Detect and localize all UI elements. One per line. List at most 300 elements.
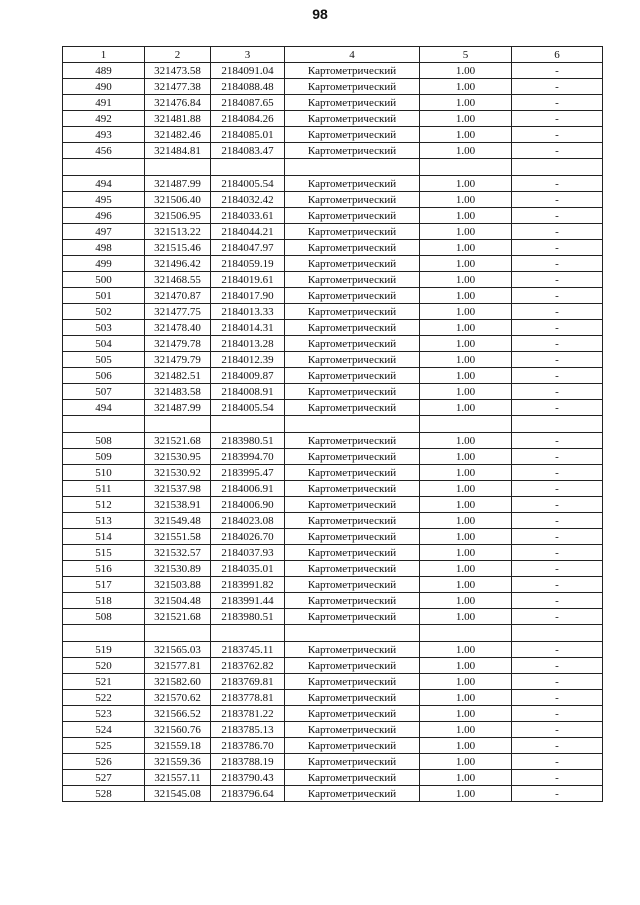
y-coordinate-cell: 2183796.64 <box>211 786 285 802</box>
method-cell: Картометрический <box>285 465 420 481</box>
method-cell: Картометрический <box>285 577 420 593</box>
page-number: 98 <box>312 6 328 22</box>
note-cell: - <box>512 465 603 481</box>
accuracy-cell: 1.00 <box>420 642 512 658</box>
note-cell: - <box>512 127 603 143</box>
column-header: 2 <box>145 47 211 63</box>
note-cell: - <box>512 738 603 754</box>
accuracy-cell: 1.00 <box>420 465 512 481</box>
table-row <box>63 754 603 770</box>
method-cell: Картометрический <box>285 368 420 384</box>
note-cell: - <box>512 449 603 465</box>
y-coordinate-cell: 2184033.61 <box>211 208 285 224</box>
y-coordinate-cell: 2184006.91 <box>211 481 285 497</box>
method-cell: Картометрический <box>285 143 420 159</box>
note-cell: - <box>512 722 603 738</box>
accuracy-cell: 1.00 <box>420 143 512 159</box>
x-coordinate-cell: 321483.58 <box>145 384 211 400</box>
method-cell: Картометрический <box>285 79 420 95</box>
note-cell: - <box>512 336 603 352</box>
accuracy-cell: 1.00 <box>420 79 512 95</box>
table-row <box>63 95 603 111</box>
method-cell: Картометрический <box>285 545 420 561</box>
accuracy-cell: 1.00 <box>420 63 512 79</box>
point-number-cell: 512 <box>63 497 145 513</box>
x-coordinate-cell: 321496.42 <box>145 256 211 272</box>
method-cell <box>285 416 420 433</box>
note-cell: - <box>512 545 603 561</box>
accuracy-cell: 1.00 <box>420 658 512 674</box>
method-cell: Картометрический <box>285 224 420 240</box>
note-cell: - <box>512 288 603 304</box>
x-coordinate-cell: 321559.36 <box>145 754 211 770</box>
y-coordinate-cell <box>211 159 285 176</box>
y-coordinate-cell: 2183778.81 <box>211 690 285 706</box>
x-coordinate-cell: 321481.88 <box>145 111 211 127</box>
note-cell: - <box>512 352 603 368</box>
point-number-cell: 456 <box>63 143 145 159</box>
point-number-cell: 492 <box>63 111 145 127</box>
method-cell: Картометрический <box>285 722 420 738</box>
accuracy-cell: 1.00 <box>420 449 512 465</box>
y-coordinate-cell: 2184088.48 <box>211 79 285 95</box>
point-number-cell: 491 <box>63 95 145 111</box>
x-coordinate-cell: 321560.76 <box>145 722 211 738</box>
note-cell: - <box>512 658 603 674</box>
point-number-cell: 495 <box>63 192 145 208</box>
table-row <box>63 449 603 465</box>
table-row <box>63 770 603 786</box>
method-cell: Картометрический <box>285 63 420 79</box>
accuracy-cell: 1.00 <box>420 706 512 722</box>
accuracy-cell: 1.00 <box>420 738 512 754</box>
note-cell: - <box>512 192 603 208</box>
x-coordinate-cell: 321530.95 <box>145 449 211 465</box>
accuracy-cell: 1.00 <box>420 192 512 208</box>
table-row <box>63 143 603 159</box>
x-coordinate-cell: 321577.81 <box>145 658 211 674</box>
point-number-cell: 494 <box>63 176 145 192</box>
x-coordinate-cell <box>145 159 211 176</box>
x-coordinate-cell: 321537.98 <box>145 481 211 497</box>
point-number-cell: 518 <box>63 593 145 609</box>
y-coordinate-cell: 2184035.01 <box>211 561 285 577</box>
y-coordinate-cell: 2184044.21 <box>211 224 285 240</box>
y-coordinate-cell: 2183745.11 <box>211 642 285 658</box>
x-coordinate-cell: 321530.89 <box>145 561 211 577</box>
method-cell: Картометрический <box>285 497 420 513</box>
accuracy-cell: 1.00 <box>420 593 512 609</box>
table-row <box>63 224 603 240</box>
table-row <box>63 416 603 433</box>
accuracy-cell: 1.00 <box>420 400 512 416</box>
method-cell: Картометрический <box>285 400 420 416</box>
note-cell: - <box>512 529 603 545</box>
method-cell: Картометрический <box>285 240 420 256</box>
point-number-cell: 494 <box>63 400 145 416</box>
y-coordinate-cell: 2183980.51 <box>211 609 285 625</box>
x-coordinate-cell: 321538.91 <box>145 497 211 513</box>
y-coordinate-cell: 2184012.39 <box>211 352 285 368</box>
method-cell: Картометрический <box>285 786 420 802</box>
x-coordinate-cell: 321506.95 <box>145 208 211 224</box>
x-coordinate-cell: 321530.92 <box>145 465 211 481</box>
note-cell: - <box>512 304 603 320</box>
accuracy-cell: 1.00 <box>420 481 512 497</box>
table-row <box>63 208 603 224</box>
note-cell: - <box>512 561 603 577</box>
x-coordinate-cell: 321565.03 <box>145 642 211 658</box>
table-body <box>63 63 603 802</box>
table-row <box>63 304 603 320</box>
y-coordinate-cell: 2184032.42 <box>211 192 285 208</box>
method-cell: Картометрический <box>285 449 420 465</box>
y-coordinate-cell: 2184059.19 <box>211 256 285 272</box>
y-coordinate-cell: 2183980.51 <box>211 433 285 449</box>
table-row <box>63 722 603 738</box>
x-coordinate-cell: 321478.40 <box>145 320 211 336</box>
note-cell: - <box>512 176 603 192</box>
method-cell: Картометрический <box>285 304 420 320</box>
y-coordinate-cell: 2184085.01 <box>211 127 285 143</box>
x-coordinate-cell <box>145 416 211 433</box>
y-coordinate-cell: 2184047.97 <box>211 240 285 256</box>
note-cell: - <box>512 642 603 658</box>
x-coordinate-cell: 321521.68 <box>145 609 211 625</box>
y-coordinate-cell: 2183790.43 <box>211 770 285 786</box>
point-number-cell <box>63 416 145 433</box>
y-coordinate-cell: 2183994.70 <box>211 449 285 465</box>
table-row <box>63 465 603 481</box>
accuracy-cell <box>420 159 512 176</box>
accuracy-cell: 1.00 <box>420 754 512 770</box>
point-number-cell: 489 <box>63 63 145 79</box>
method-cell: Картометрический <box>285 738 420 754</box>
table-row <box>63 593 603 609</box>
x-coordinate-cell: 321582.60 <box>145 674 211 690</box>
method-cell <box>285 625 420 642</box>
table-row <box>63 545 603 561</box>
table-row <box>63 738 603 754</box>
y-coordinate-cell: 2183785.13 <box>211 722 285 738</box>
y-coordinate-cell: 2184008.91 <box>211 384 285 400</box>
table-row <box>63 192 603 208</box>
accuracy-cell: 1.00 <box>420 577 512 593</box>
table-row <box>63 240 603 256</box>
accuracy-cell: 1.00 <box>420 513 512 529</box>
x-coordinate-cell: 321477.75 <box>145 304 211 320</box>
note-cell: - <box>512 577 603 593</box>
y-coordinate-cell: 2184023.08 <box>211 513 285 529</box>
table-row <box>63 786 603 802</box>
point-number-cell: 497 <box>63 224 145 240</box>
accuracy-cell: 1.00 <box>420 336 512 352</box>
column-header: 6 <box>512 47 603 63</box>
method-cell: Картометрический <box>285 513 420 529</box>
accuracy-cell: 1.00 <box>420 95 512 111</box>
x-coordinate-cell: 321482.51 <box>145 368 211 384</box>
x-coordinate-cell: 321532.57 <box>145 545 211 561</box>
point-number-cell: 510 <box>63 465 145 481</box>
table-row <box>63 529 603 545</box>
column-header: 1 <box>63 47 145 63</box>
point-number-cell: 521 <box>63 674 145 690</box>
method-cell: Картометрический <box>285 256 420 272</box>
x-coordinate-cell: 321513.22 <box>145 224 211 240</box>
column-header: 3 <box>211 47 285 63</box>
method-cell: Картометрический <box>285 336 420 352</box>
method-cell: Картометрический <box>285 770 420 786</box>
note-cell: - <box>512 95 603 111</box>
y-coordinate-cell: 2184009.87 <box>211 368 285 384</box>
table-row <box>63 433 603 449</box>
y-coordinate-cell: 2184006.90 <box>211 497 285 513</box>
column-header: 4 <box>285 47 420 63</box>
note-cell: - <box>512 63 603 79</box>
table-row <box>63 159 603 176</box>
method-cell: Картометрический <box>285 609 420 625</box>
note-cell: - <box>512 593 603 609</box>
point-number-cell: 526 <box>63 754 145 770</box>
point-number-cell: 500 <box>63 272 145 288</box>
note-cell: - <box>512 320 603 336</box>
note-cell: - <box>512 674 603 690</box>
note-cell: - <box>512 706 603 722</box>
note-cell: - <box>512 240 603 256</box>
note-cell: - <box>512 609 603 625</box>
point-number-cell: 499 <box>63 256 145 272</box>
note-cell: - <box>512 272 603 288</box>
point-number-cell: 508 <box>63 433 145 449</box>
note-cell: - <box>512 400 603 416</box>
y-coordinate-cell: 2183769.81 <box>211 674 285 690</box>
x-coordinate-cell: 321482.46 <box>145 127 211 143</box>
point-number-cell: 515 <box>63 545 145 561</box>
point-number-cell: 506 <box>63 368 145 384</box>
y-coordinate-cell: 2184013.33 <box>211 304 285 320</box>
table-row <box>63 272 603 288</box>
point-number-cell: 507 <box>63 384 145 400</box>
x-coordinate-cell: 321476.84 <box>145 95 211 111</box>
table-row <box>63 658 603 674</box>
table-header-row <box>63 47 603 63</box>
point-number-cell: 517 <box>63 577 145 593</box>
column-header: 5 <box>420 47 512 63</box>
table-row <box>63 79 603 95</box>
y-coordinate-cell: 2183788.19 <box>211 754 285 770</box>
point-number-cell: 493 <box>63 127 145 143</box>
coordinates-table <box>62 46 603 802</box>
y-coordinate-cell: 2184005.54 <box>211 176 285 192</box>
x-coordinate-cell: 321473.58 <box>145 63 211 79</box>
x-coordinate-cell: 321477.38 <box>145 79 211 95</box>
note-cell: - <box>512 770 603 786</box>
note-cell: - <box>512 208 603 224</box>
accuracy-cell <box>420 625 512 642</box>
y-coordinate-cell: 2183991.82 <box>211 577 285 593</box>
method-cell: Картометрический <box>285 658 420 674</box>
table-row <box>63 336 603 352</box>
method-cell: Картометрический <box>285 176 420 192</box>
method-cell: Картометрический <box>285 192 420 208</box>
point-number-cell: 514 <box>63 529 145 545</box>
accuracy-cell: 1.00 <box>420 786 512 802</box>
x-coordinate-cell <box>145 625 211 642</box>
y-coordinate-cell: 2183781.22 <box>211 706 285 722</box>
note-cell: - <box>512 111 603 127</box>
accuracy-cell: 1.00 <box>420 256 512 272</box>
point-number-cell: 524 <box>63 722 145 738</box>
point-number-cell: 525 <box>63 738 145 754</box>
note-cell: - <box>512 143 603 159</box>
point-number-cell: 505 <box>63 352 145 368</box>
accuracy-cell: 1.00 <box>420 304 512 320</box>
table-row <box>63 111 603 127</box>
accuracy-cell: 1.00 <box>420 240 512 256</box>
x-coordinate-cell: 321549.48 <box>145 513 211 529</box>
accuracy-cell: 1.00 <box>420 384 512 400</box>
accuracy-cell: 1.00 <box>420 690 512 706</box>
accuracy-cell: 1.00 <box>420 609 512 625</box>
note-cell: - <box>512 786 603 802</box>
point-number-cell: 527 <box>63 770 145 786</box>
x-coordinate-cell: 321515.46 <box>145 240 211 256</box>
accuracy-cell: 1.00 <box>420 433 512 449</box>
table-row <box>63 256 603 272</box>
point-number-cell: 502 <box>63 304 145 320</box>
note-cell <box>512 625 603 642</box>
method-cell: Картометрический <box>285 561 420 577</box>
table-row <box>63 63 603 79</box>
y-coordinate-cell: 2184005.54 <box>211 400 285 416</box>
table-row <box>63 400 603 416</box>
table-row <box>63 497 603 513</box>
table-row <box>63 320 603 336</box>
method-cell: Картометрический <box>285 481 420 497</box>
method-cell: Картометрический <box>285 95 420 111</box>
point-number-cell <box>63 159 145 176</box>
table-row <box>63 513 603 529</box>
point-number-cell: 519 <box>63 642 145 658</box>
y-coordinate-cell: 2184026.70 <box>211 529 285 545</box>
table-row <box>63 384 603 400</box>
method-cell: Картометрический <box>285 690 420 706</box>
x-coordinate-cell: 321470.87 <box>145 288 211 304</box>
method-cell: Картометрический <box>285 706 420 722</box>
y-coordinate-cell: 2183762.82 <box>211 658 285 674</box>
x-coordinate-cell: 321479.78 <box>145 336 211 352</box>
method-cell: Картометрический <box>285 272 420 288</box>
method-cell: Картометрический <box>285 593 420 609</box>
accuracy-cell: 1.00 <box>420 111 512 127</box>
note-cell: - <box>512 256 603 272</box>
accuracy-cell: 1.00 <box>420 561 512 577</box>
note-cell: - <box>512 754 603 770</box>
accuracy-cell: 1.00 <box>420 722 512 738</box>
point-number-cell: 523 <box>63 706 145 722</box>
x-coordinate-cell: 321504.48 <box>145 593 211 609</box>
note-cell: - <box>512 497 603 513</box>
accuracy-cell: 1.00 <box>420 320 512 336</box>
point-number-cell: 498 <box>63 240 145 256</box>
accuracy-cell: 1.00 <box>420 352 512 368</box>
point-number-cell: 513 <box>63 513 145 529</box>
table-row <box>63 625 603 642</box>
accuracy-cell: 1.00 <box>420 529 512 545</box>
x-coordinate-cell: 321484.81 <box>145 143 211 159</box>
point-number-cell: 501 <box>63 288 145 304</box>
x-coordinate-cell: 321479.79 <box>145 352 211 368</box>
table-row <box>63 352 603 368</box>
accuracy-cell: 1.00 <box>420 127 512 143</box>
method-cell: Картометрический <box>285 288 420 304</box>
accuracy-cell: 1.00 <box>420 770 512 786</box>
accuracy-cell: 1.00 <box>420 272 512 288</box>
method-cell: Картометрический <box>285 352 420 368</box>
y-coordinate-cell: 2184083.47 <box>211 143 285 159</box>
point-number-cell: 516 <box>63 561 145 577</box>
method-cell: Картометрический <box>285 127 420 143</box>
method-cell <box>285 159 420 176</box>
y-coordinate-cell: 2184091.04 <box>211 63 285 79</box>
table-row <box>63 690 603 706</box>
method-cell: Картометрический <box>285 208 420 224</box>
point-number-cell: 520 <box>63 658 145 674</box>
note-cell: - <box>512 384 603 400</box>
y-coordinate-cell: 2183786.70 <box>211 738 285 754</box>
point-number-cell: 508 <box>63 609 145 625</box>
y-coordinate-cell <box>211 416 285 433</box>
y-coordinate-cell: 2183995.47 <box>211 465 285 481</box>
note-cell: - <box>512 224 603 240</box>
note-cell: - <box>512 368 603 384</box>
method-cell: Картометрический <box>285 320 420 336</box>
accuracy-cell: 1.00 <box>420 208 512 224</box>
table-row <box>63 577 603 593</box>
table-row <box>63 127 603 143</box>
point-number-cell: 528 <box>63 786 145 802</box>
point-number-cell: 504 <box>63 336 145 352</box>
method-cell: Картометрический <box>285 642 420 658</box>
table-row <box>63 368 603 384</box>
x-coordinate-cell: 321566.52 <box>145 706 211 722</box>
note-cell: - <box>512 690 603 706</box>
accuracy-cell: 1.00 <box>420 224 512 240</box>
table-row <box>63 561 603 577</box>
y-coordinate-cell: 2184087.65 <box>211 95 285 111</box>
method-cell: Картометрический <box>285 674 420 690</box>
method-cell: Картометрический <box>285 111 420 127</box>
x-coordinate-cell: 321506.40 <box>145 192 211 208</box>
y-coordinate-cell: 2184037.93 <box>211 545 285 561</box>
accuracy-cell: 1.00 <box>420 545 512 561</box>
x-coordinate-cell: 321551.58 <box>145 529 211 545</box>
point-number-cell: 490 <box>63 79 145 95</box>
point-number-cell: 496 <box>63 208 145 224</box>
method-cell: Картометрический <box>285 754 420 770</box>
table-row <box>63 642 603 658</box>
note-cell: - <box>512 513 603 529</box>
y-coordinate-cell: 2184013.28 <box>211 336 285 352</box>
y-coordinate-cell: 2184084.26 <box>211 111 285 127</box>
y-coordinate-cell: 2184014.31 <box>211 320 285 336</box>
y-coordinate-cell: 2184019.61 <box>211 272 285 288</box>
accuracy-cell: 1.00 <box>420 497 512 513</box>
table-row <box>63 288 603 304</box>
accuracy-cell: 1.00 <box>420 288 512 304</box>
y-coordinate-cell: 2183991.44 <box>211 593 285 609</box>
table-row <box>63 176 603 192</box>
